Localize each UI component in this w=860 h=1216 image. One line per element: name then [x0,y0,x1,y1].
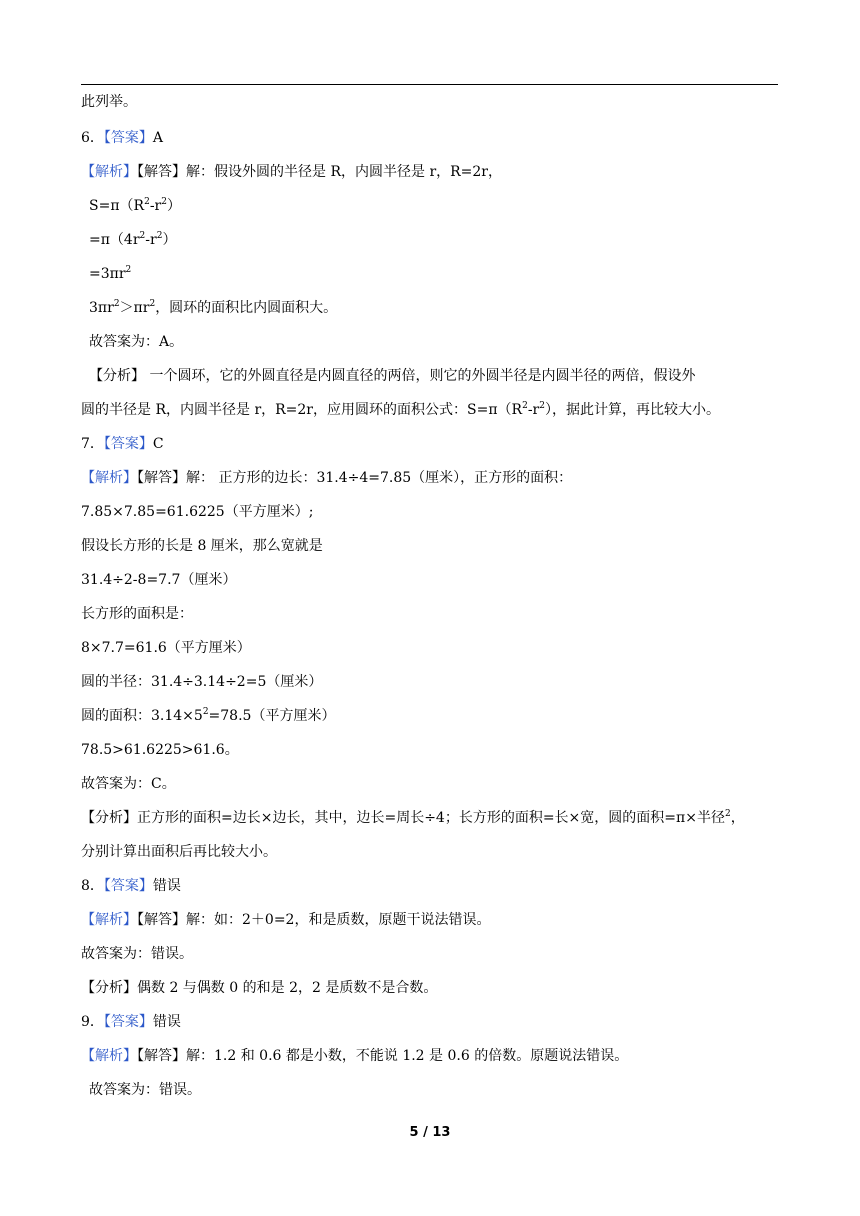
text-line: 长方形的面积是： [81,606,193,622]
answer-tag: 【答案】 [103,436,153,452]
result-line: 故答案为：C。 [81,776,176,792]
answer-tag: 【答案】 [103,1014,153,1030]
q7-answer-line: 7．【答案】C [81,436,164,452]
explanation-line: 分别计算出面积后再比较大小。 [81,844,277,860]
explanation-line: 【分析】正方形的面积=边长×边长，其中，边长=周长÷4；长方形的面积=长×宽，圆的面积=π×半径$^2$， [81,809,745,826]
answer-tag: 【答案】 [103,130,153,146]
text-line: 78.5>61.6225>61.6。 [81,742,239,758]
analysis-tag: 【解析】 [81,164,137,180]
text-line: 假设长方形的长是 8 厘米，那么宽就是 [81,538,323,554]
explanation-line: 圆的半径是 R，内圆半径是 r，R=2r，应用圆环的面积公式：$S=\pi(R^2-r^2)$，据此计算，再比较大小。 [81,401,720,418]
formula-line: $=\pi(4r^2-r^2)$ [89,231,177,248]
answer-tag: 【答案】 [103,878,153,894]
result-line: 故答案为：错误。 [81,946,193,962]
q8-analysis-line: 【解析】【解答】解：如：2＋0=2，和是质数，原题干说法错误。 [81,912,491,928]
formula-line: $S=\pi(R^2-r^2)$ [89,197,181,214]
text-line: 8×7.7=61.6（平方厘米） [81,640,251,656]
q8-answer-line: 8．【答案】错误 [81,878,181,894]
explanation-line: 【分析】 一个圆环，它的外圆直径是内圆直径的两倍，则它的外圆半径是内圆半径的两倍，假设外 [89,368,696,384]
analysis-tag: 【解析】 [81,470,137,486]
q9-answer-line: 9．【答案】错误 [81,1014,181,1030]
formula-line: $=3\pi r^2$ [89,265,132,282]
text-line: 此列举。 [81,94,137,110]
result-line: 故答案为：A。 [89,334,184,350]
result-line: 故答案为：错误。 [89,1082,201,1098]
explanation-line: 【分析】偶数 2 与偶数 0 的和是 2，2 是质数不是合数。 [81,980,438,996]
q6-answer-line: 6．【答案】A [81,130,164,146]
formula-line: $3\pi r^2>\pi r^2$，圆环的面积比内圆面积大。 [89,299,338,316]
header-rule [81,84,778,85]
q6-analysis-line: 【解析】【解答】解：假设外圆的半径是 R，内圆半径是 r，R=2r， [81,164,503,180]
analysis-tag: 【解析】 [81,912,137,928]
text-line: 31.4÷2-8=7.7（厘米） [81,572,237,588]
q7-analysis-line: 【解析】【解答】解： 正方形的边长：31.4÷4=7.85（厘米），正方形的面积： [81,470,573,486]
text-line: 圆的面积：$3.14\times 5^2=78.5$（平方厘米） [81,707,336,724]
text-line: 7.85×7.85=61.6225（平方厘米）; [81,504,314,520]
page-number: 5 / 13 [409,1125,451,1140]
text-line: 圆的半径：31.4÷3.14÷2=5（厘米） [81,674,323,690]
analysis-tag: 【解析】 [81,1048,137,1064]
q9-analysis-line: 【解析】【解答】解：1.2 和 0.6 都是小数，不能说 1.2 是 0.6 的倍数。原题说法错误。 [81,1048,629,1064]
